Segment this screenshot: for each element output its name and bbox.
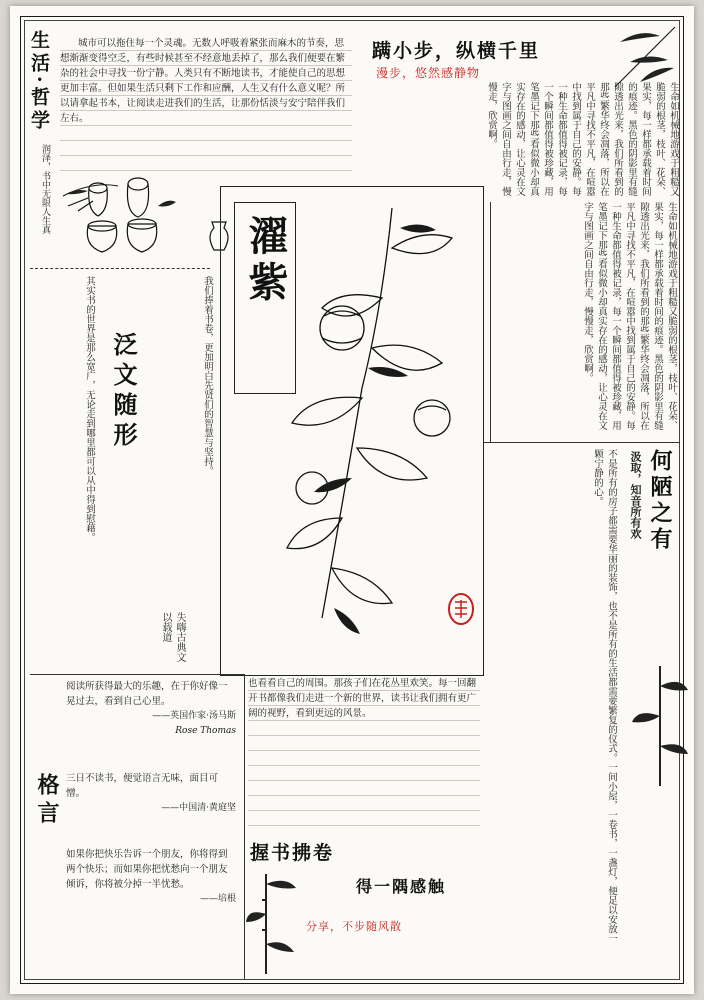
essays-section <box>30 272 218 670</box>
life-philosophy-body: 城市可以拖住每一个灵魂。无数人呼吸着紧张而麻木的节奏，思想渐渐变得空乏，有些时候甚至不经意地丢掉了，那么我们便要在繁杂的社会中寻找一份宁静。人类只有不断地读书，才能使自己的思想更加丰富。但如果生活只剩下工作和应酬，人生又有什么意义呢？所以请拿起书本，让阅读走进我们的生活，让那份恬淡与安宁陪伴我们左右。 <box>60 36 352 176</box>
quote-2-text: 三日不读书，便觉语言无味，面目可憎。 <box>66 773 219 799</box>
reading-feel-body: 也看看自己的周围。那孩子们在花丛里欢笑。每一回翻开书都像我们走进一个新的世界，读书让我们拥有更广阔的视野，看到更远的风景。 <box>248 676 480 826</box>
quote-1 <box>66 679 236 739</box>
pot-illustration-icon <box>58 166 178 261</box>
seal-stamp-icon <box>446 592 476 626</box>
quote-1-text: 阅读所获得最大的乐趣，在于你好像一晃过去，看到自己心里。 <box>66 681 228 707</box>
humble-room-title: 何陋之有 <box>647 449 673 553</box>
small-steps-title: 蹒小步，纵横千里 <box>372 40 541 62</box>
humble-room-subtitle: 汲取，知音所有欢 <box>629 451 642 539</box>
center-title: 濯紫 <box>242 215 289 307</box>
essays-body-right: 我们捧着书卷，更加明白先贤们的智慧与坚持。 <box>202 276 213 476</box>
quote-3-author: ——培根 <box>199 894 236 904</box>
essays-title: 泛文随形 <box>109 332 138 452</box>
humble-room-body: 不是所有的房子都需要华丽的装饰，也不是所有的生活都需要繁复的仪式。一间小屋，一卷书，一盏灯，便足以安放一颗宁静的心。 <box>592 449 617 943</box>
quote-1-author: ——英国作家·汤马斯 <box>152 711 236 721</box>
quote-3 <box>66 847 236 907</box>
bamboo-bottom-icon <box>246 870 302 974</box>
quote-1-author-en: Rose Thomas <box>175 726 236 736</box>
quotes-title: 格言 <box>34 773 60 829</box>
essays-body-left: 其实书的世界是那么宽广，无论走到哪里都可以从中得到慰藉。 <box>84 276 95 542</box>
reading-feel-subtitle: 得一隅感触 <box>356 877 447 896</box>
quotes-section <box>30 674 245 979</box>
essays-subtitle: 失嗨古典文以载道 <box>160 612 185 662</box>
reading-feel-section <box>246 674 482 978</box>
handwritten-poster <box>10 6 694 994</box>
small-steps-subtitle: 漫步，悠然感静物 <box>376 66 481 80</box>
life-philosophy-subtitle: 润泽，书中无限人生真 <box>40 144 50 234</box>
bamboo-right-icon <box>630 666 690 786</box>
divider-top-left <box>30 268 210 269</box>
small-steps-body-continued: 生命如机械地游戏于粗糙又脆弱的根茎，枝叶、花朵、果实，每一样都承载着时间的痕迹。黑色的阴影里有缝隙透出光来，我们所看到的那些繁华终会凋落，所以在平凡中寻找不平凡，在喧嚣中找到属于自己的安静。每一种生命都值得被记录，每一个瞬间都值得被珍藏，用笔墨记下那些看似微小却真实存在的感动，让心灵在文字与图画之间自由行走，慢慢走，欣赏啊。 <box>582 202 677 430</box>
reading-feel-title: 握书拂卷 <box>250 842 335 864</box>
quote-2 <box>66 771 236 816</box>
small-steps-body: 生命如机械地游戏于粗糙又脆弱的根茎，枝叶、花朵、果实，每一样都承载着时间的痕迹。黑色的阴影里有缝隙透出光来，我们所看到的那些繁华终会凋落，所以在平凡中寻找不平凡，在喧嚣中找到属于自己的安静。每一种生命都值得被记录，每一个瞬间都值得被珍藏，用笔墨记下那些看似微小却真实存在的感动，让心灵在文字与图画之间自由行走，慢慢走，欣赏啊。 <box>486 82 679 196</box>
life-philosophy-title: 生活·哲学 <box>28 30 50 133</box>
reading-feel-footer: 分享，不步随风散 <box>306 920 402 933</box>
life-philosophy-section <box>54 28 356 178</box>
quote-3-text: 如果你把快乐告诉一个朋友，你将得到两个快乐；而如果你把忧愁向一个朋友倾诉，你将被分掉一半忧愁。 <box>66 849 228 890</box>
divider-right-column <box>490 202 491 442</box>
quote-2-author: ——中国清·黄庭坚 <box>161 803 236 813</box>
